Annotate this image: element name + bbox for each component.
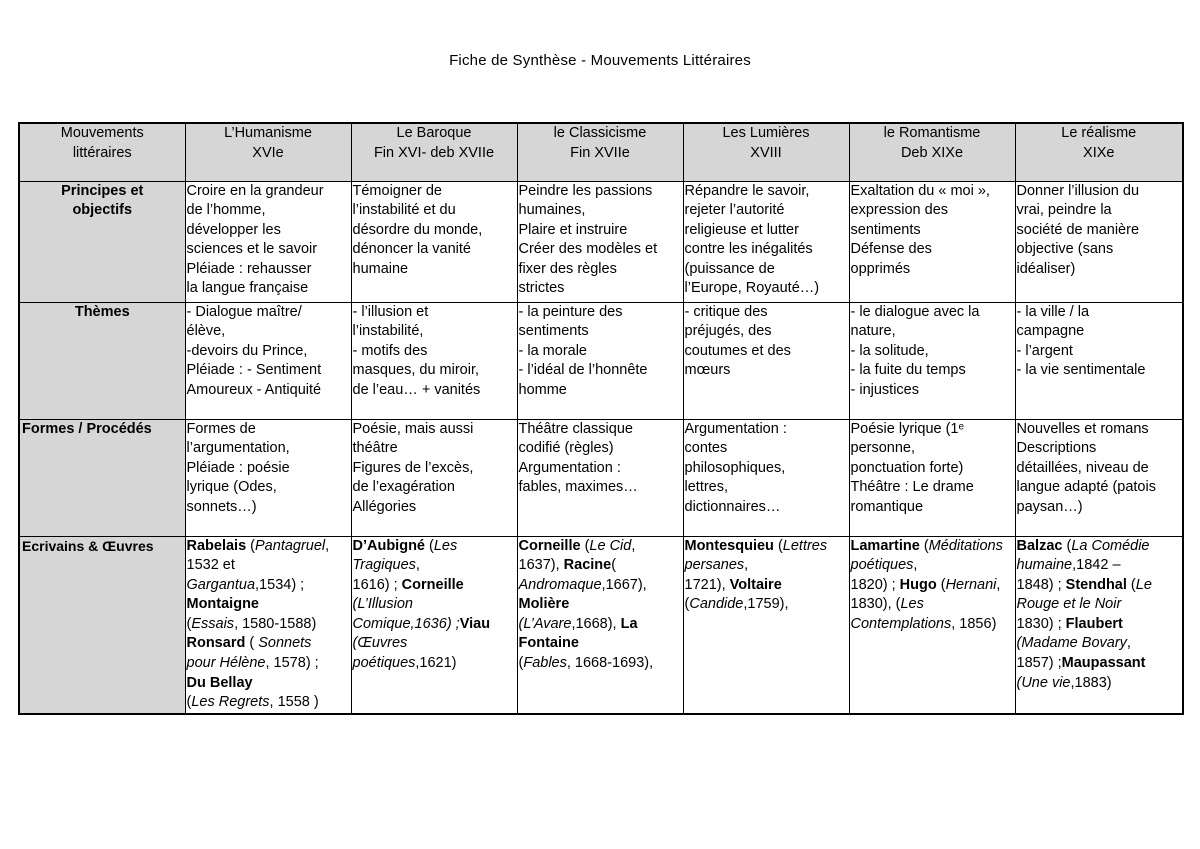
cell-line: préjugés, des xyxy=(684,323,772,340)
author-name: Maupassant xyxy=(1061,655,1146,672)
cell-line: Argumentation : xyxy=(518,459,621,476)
text-run: 1721), xyxy=(684,576,730,593)
cell-line xyxy=(685,537,848,557)
cell-formes-realisme xyxy=(1015,419,1183,536)
row-ecrivains xyxy=(19,536,1183,714)
text-run: 1616) ; xyxy=(352,576,402,593)
text-run: ,1759), xyxy=(743,596,789,613)
text-run: , xyxy=(1126,635,1131,652)
text-run: ( xyxy=(186,694,192,711)
work-title: Candide xyxy=(689,596,744,613)
cell-line: - le dialogue avec la xyxy=(850,303,980,320)
work-title: Gargantua xyxy=(186,576,256,593)
cell-line: dénoncer la vanité xyxy=(352,241,471,258)
cell-line: Amoureux - Antiquité xyxy=(186,381,322,398)
cell-line: lyrique (Odes, xyxy=(186,479,277,496)
cell-line xyxy=(353,595,516,615)
cell-line: de l’eau… + vanités xyxy=(352,381,481,398)
header-row xyxy=(19,123,1183,181)
author-name: Viau xyxy=(459,615,491,632)
row-formes xyxy=(19,419,1183,536)
text-run: , 1856) xyxy=(951,615,997,632)
work-title: Le Cid xyxy=(589,537,632,554)
cell-line: religieuse et lutter xyxy=(684,221,799,238)
author-name: Fontaine xyxy=(518,635,579,652)
column-header-lumieres xyxy=(683,123,849,181)
cell-line: objective (sans xyxy=(1016,241,1114,258)
cell-line xyxy=(1017,634,1182,654)
author-name: Racine xyxy=(563,557,612,574)
text-run: , xyxy=(913,557,918,574)
cell-ecrivains-classicisme xyxy=(517,536,683,714)
cell-line: Formes de xyxy=(186,420,256,437)
cell-line: désordre du monde, xyxy=(352,221,483,238)
header-line: Le réalisme xyxy=(1061,125,1137,141)
work-title: (L’Illusion xyxy=(352,596,413,613)
header-line: XVIe xyxy=(252,144,284,161)
text-run: , xyxy=(631,537,636,554)
cell-line: Répandre le savoir, xyxy=(684,182,810,199)
row-header-line: Thèmes xyxy=(74,303,130,320)
row-header-line: objectifs xyxy=(72,202,133,219)
cell-line xyxy=(519,537,682,557)
cell-line: Descriptions xyxy=(1016,440,1097,457)
cell-line: de l’exagération xyxy=(352,479,455,496)
author-name: Balzac xyxy=(1016,537,1063,554)
cell-line xyxy=(851,537,1014,557)
cell-formes-romantisme xyxy=(849,419,1015,536)
row-header-line: Ecrivains & Œuvres xyxy=(22,537,154,554)
cell-line: sonnets…) xyxy=(186,498,257,515)
cell-line: - la peinture des xyxy=(518,303,623,320)
cell-themes-classicisme xyxy=(517,302,683,419)
work-title: Essais xyxy=(191,615,235,632)
cell-line: Croire en la grandeur xyxy=(186,182,324,199)
cell-line xyxy=(685,595,848,615)
work-title: humaine xyxy=(1016,557,1073,574)
cell-line: sciences et le savoir xyxy=(186,241,318,258)
cell-formes-lumieres xyxy=(683,419,849,536)
work-title: Le xyxy=(1135,576,1152,593)
row-header-principes xyxy=(19,181,185,302)
cell-line: paysan…) xyxy=(1016,498,1083,515)
cell-line: fables, maximes… xyxy=(518,479,638,496)
cell-line: ponctuation forte) xyxy=(850,459,964,476)
cell-line: Plaire et instruire xyxy=(518,221,628,238)
header-line: Les Lumières xyxy=(722,125,810,141)
author-name: Flaubert xyxy=(1065,615,1123,632)
text-run: ( xyxy=(773,537,783,554)
work-title: Méditations xyxy=(928,537,1003,554)
page-title: Fiche de Synthèse - Mouvements Littéraires xyxy=(449,52,751,69)
cell-line: - l’illusion et xyxy=(352,303,429,320)
cell-line: Témoigner de xyxy=(352,182,442,199)
text-run: ( xyxy=(425,537,434,554)
text-run: , xyxy=(415,557,420,574)
text-run: 1848) ; xyxy=(1016,576,1066,593)
text-run: ,1842 – xyxy=(1072,557,1121,574)
author-name: Hugo xyxy=(899,576,937,593)
cell-line xyxy=(519,615,682,635)
cell-line xyxy=(519,556,682,576)
cell-ecrivains-lumieres xyxy=(683,536,849,714)
cell-line: Allégories xyxy=(352,498,417,515)
cell-line xyxy=(187,634,350,654)
work-title: Tragiques xyxy=(352,557,416,574)
cell-themes-romantisme xyxy=(849,302,1015,419)
cell-principes-lumieres xyxy=(683,181,849,302)
cell-line: humaine xyxy=(352,260,409,277)
header-line: Fin XVI- deb XVIIe xyxy=(373,144,495,161)
author-name: Corneille xyxy=(401,576,464,593)
cell-line xyxy=(685,576,848,596)
cell-line: coutumes et des xyxy=(684,342,791,359)
cell-line: Poésie, mais aussi xyxy=(352,420,474,437)
cell-line xyxy=(1017,537,1182,557)
cell-line: l’instabilité et du xyxy=(352,202,456,219)
cell-line: contes xyxy=(684,440,728,457)
cell-line xyxy=(519,654,682,674)
cell-line: - la fuite du temps xyxy=(850,362,966,379)
cell-line xyxy=(353,537,516,557)
text-run: , xyxy=(744,557,749,574)
cell-line: Figures de l’excès, xyxy=(352,459,474,476)
author-name: Montaigne xyxy=(186,596,259,613)
cell-line xyxy=(187,595,350,615)
cell-line: mœurs xyxy=(684,362,731,379)
work-title: poétiques xyxy=(352,655,416,672)
cell-line: - la vie sentimentale xyxy=(1016,362,1146,379)
cell-line: masques, du miroir, xyxy=(352,362,480,379)
work-title: Les xyxy=(433,537,458,554)
cell-line: humaines, xyxy=(518,202,586,219)
cell-line: contre les inégalités xyxy=(684,241,813,258)
text-run: ,1534) ; xyxy=(255,576,305,593)
cell-line: Exaltation du « moi », xyxy=(850,182,990,199)
cell-line: - Dialogue maître/ xyxy=(186,303,302,320)
cell-line xyxy=(353,556,516,576)
work-title: Comique,1636) ; xyxy=(352,615,460,632)
cell-line: Théâtre classique xyxy=(518,420,633,437)
cell-line: Créer des modèles et xyxy=(518,241,658,258)
cell-line: - l’argent xyxy=(1016,342,1073,359)
header-line: le Romantisme xyxy=(883,125,981,141)
header-line: Mouvements xyxy=(60,125,144,141)
cell-line: l’Europe, Royauté…) xyxy=(684,280,820,297)
cell-line: homme xyxy=(518,381,567,398)
cell-line xyxy=(519,595,682,615)
work-title: La Comédie xyxy=(1071,537,1150,554)
text-run: ( xyxy=(1126,576,1136,593)
text-run: ,1621) xyxy=(415,655,457,672)
text-run: 1857) ; xyxy=(1016,655,1062,672)
cell-line: Pléiade : rehausser xyxy=(186,260,312,277)
cell-line xyxy=(187,556,350,576)
cell-line: élève, xyxy=(186,323,226,340)
cell-line: dictionnaires… xyxy=(684,498,781,515)
cell-line: codifié (règles) xyxy=(518,440,614,457)
cell-line xyxy=(685,556,848,576)
row-header-formes xyxy=(19,419,185,536)
cell-line xyxy=(851,595,1014,615)
text-run: ( xyxy=(186,615,192,632)
cell-line: détaillées, niveau de xyxy=(1016,459,1149,476)
column-header-humanisme xyxy=(185,123,351,181)
row-header-themes xyxy=(19,302,185,419)
text-run: ( xyxy=(611,557,617,574)
work-title: Hernani xyxy=(945,576,997,593)
text-run: ,1883) xyxy=(1070,674,1112,691)
cell-line: Poésie lyrique (1ᵉ xyxy=(850,420,964,437)
cell-principes-realisme xyxy=(1015,181,1183,302)
work-title: (Madame Bovary xyxy=(1016,635,1127,652)
text-run: 1820) ; xyxy=(850,576,900,593)
header-line: Deb XIXe xyxy=(900,144,964,161)
cell-line: rejeter l’autorité xyxy=(684,202,785,219)
text-run: ( xyxy=(919,537,929,554)
cell-line: campagne xyxy=(1016,323,1085,340)
cell-line: Défense des xyxy=(850,241,932,258)
author-name: Voltaire xyxy=(729,576,782,593)
text-run: ( xyxy=(245,635,259,652)
text-run: , 1578) ; xyxy=(265,655,319,672)
cell-themes-realisme xyxy=(1015,302,1183,419)
cell-line: (puissance de xyxy=(684,260,775,277)
cell-line: la langue française xyxy=(186,280,309,297)
cell-line: Donner l’illusion du xyxy=(1016,182,1140,199)
cell-themes-humanisme xyxy=(185,302,351,419)
work-title: Les xyxy=(900,596,924,613)
header-line: littéraires xyxy=(72,144,132,161)
author-name: Du Bellay xyxy=(186,674,253,691)
cell-line xyxy=(519,576,682,596)
cell-formes-humanisme xyxy=(185,419,351,536)
cell-line: l’instabilité, xyxy=(352,323,424,340)
cell-ecrivains-romantisme xyxy=(849,536,1015,714)
header-line: XVIII xyxy=(750,144,782,161)
work-title: Andromaque xyxy=(518,576,602,593)
cell-line xyxy=(353,634,516,654)
cell-line: Peindre les passions xyxy=(518,182,653,199)
header-line: le Classicisme xyxy=(553,125,647,141)
text-run: , xyxy=(325,537,330,554)
cell-line: Pléiade : - Sentiment xyxy=(186,362,322,379)
row-themes xyxy=(19,302,1183,419)
cell-line: expression des xyxy=(850,202,949,219)
column-header-romantisme xyxy=(849,123,1015,181)
cell-line: théâtre xyxy=(352,440,398,457)
cell-line: - la solitude, xyxy=(850,342,929,359)
text-run: , 1668-1693), xyxy=(566,655,654,672)
cell-line: vrai, peindre la xyxy=(1016,202,1112,219)
cell-line xyxy=(353,654,516,674)
cell-line xyxy=(1017,674,1182,694)
cell-line: strictes xyxy=(518,280,565,297)
author-name: Montesquieu xyxy=(684,537,774,554)
text-run: 1532 et xyxy=(186,557,235,574)
header-line: L’Humanisme xyxy=(224,125,312,141)
cell-ecrivains-humanisme xyxy=(185,536,351,714)
cell-line: société de manière xyxy=(1016,221,1140,238)
cell-principes-baroque xyxy=(351,181,517,302)
text-run: , 1558 ) xyxy=(269,694,319,711)
cell-themes-lumieres xyxy=(683,302,849,419)
cell-line: idéaliser) xyxy=(1016,260,1076,277)
text-run: ( xyxy=(518,655,524,672)
cell-line xyxy=(1017,576,1182,596)
cell-line xyxy=(187,674,350,694)
row-principes xyxy=(19,181,1183,302)
author-name: La xyxy=(620,615,638,632)
cell-line xyxy=(187,693,350,713)
text-run: ( xyxy=(580,537,590,554)
cell-line xyxy=(187,576,350,596)
header-line: Fin XVIIe xyxy=(570,144,630,161)
cell-principes-humanisme xyxy=(185,181,351,302)
author-name: Molière xyxy=(518,596,570,613)
text-run: ,1668), xyxy=(571,615,621,632)
row-header-ecrivains xyxy=(19,536,185,714)
cell-formes-classicisme xyxy=(517,419,683,536)
text-run: 1637), xyxy=(518,557,564,574)
cell-ecrivains-baroque xyxy=(351,536,517,714)
cell-line: -devoirs du Prince, xyxy=(186,342,308,359)
cell-line xyxy=(187,615,350,635)
text-run: ( xyxy=(1062,537,1072,554)
work-title: (Une vie xyxy=(1016,674,1071,691)
cell-line: de l’homme, xyxy=(186,202,266,219)
column-header-baroque xyxy=(351,123,517,181)
text-run: ( xyxy=(684,596,690,613)
cell-line: l’argumentation, xyxy=(186,440,290,457)
cell-line: - critique des xyxy=(684,303,768,320)
work-title: Contemplations xyxy=(850,615,952,632)
work-title: (Œuvres xyxy=(352,635,408,652)
work-title: (L’Avare xyxy=(518,615,572,632)
header-line: Le Baroque xyxy=(396,125,472,141)
cell-line: opprimés xyxy=(850,260,911,277)
cell-line: Argumentation : xyxy=(684,420,787,437)
work-title: Les Regrets xyxy=(191,694,270,711)
cell-line xyxy=(353,615,516,635)
cell-line: fixer des règles xyxy=(518,260,617,277)
cell-line: philosophiques, xyxy=(684,459,786,476)
cell-line: - injustices xyxy=(850,381,919,398)
work-title: Rouge et le Noir xyxy=(1016,596,1122,613)
cell-line: nature, xyxy=(850,323,896,340)
cell-line xyxy=(1017,654,1182,674)
cell-principes-classicisme xyxy=(517,181,683,302)
cell-line: romantique xyxy=(850,498,924,515)
text-run: , 1580-1588) xyxy=(234,615,317,632)
author-name: Ronsard xyxy=(186,635,246,652)
work-title: pour Hélène xyxy=(186,655,266,672)
cell-line: Nouvelles et romans xyxy=(1016,420,1149,437)
cell-line xyxy=(851,556,1014,576)
work-title: persanes xyxy=(684,557,745,574)
cell-formes-baroque xyxy=(351,419,517,536)
cell-line: sentiments xyxy=(518,323,589,340)
author-name: Corneille xyxy=(518,537,581,554)
cell-line: - l’idéal de l’honnête xyxy=(518,362,648,379)
cell-ecrivains-realisme xyxy=(1015,536,1183,714)
synthesis-table xyxy=(18,122,1184,715)
cell-line xyxy=(1017,615,1182,635)
cell-line: Théâtre : Le drame xyxy=(850,479,974,496)
work-title: Fables xyxy=(523,655,567,672)
column-header-realisme xyxy=(1015,123,1183,181)
text-run: ( xyxy=(936,576,946,593)
work-title: Pantagruel xyxy=(255,537,326,554)
work-title: Sonnets xyxy=(258,635,312,652)
author-name: Lamartine xyxy=(850,537,920,554)
header-line: XIXe xyxy=(1083,144,1115,161)
corner-header-cell xyxy=(19,123,185,181)
cell-line: - motifs des xyxy=(352,342,428,359)
cell-line xyxy=(1017,595,1182,615)
cell-principes-romantisme xyxy=(849,181,1015,302)
cell-line: Pléiade : poésie xyxy=(186,459,290,476)
cell-line: personne, xyxy=(850,440,915,457)
cell-line xyxy=(851,615,1014,635)
work-title: poétiques xyxy=(850,557,914,574)
row-header-line: Principes et xyxy=(61,182,144,199)
cell-line: langue adapté (patois xyxy=(1016,479,1156,496)
cell-line: sentiments xyxy=(850,221,921,238)
cell-line: développer les xyxy=(186,221,281,238)
cell-line xyxy=(353,576,516,596)
cell-line: - la ville / la xyxy=(1016,303,1090,320)
cell-line xyxy=(187,654,350,674)
cell-themes-baroque xyxy=(351,302,517,419)
row-header-line: Formes / Procédés xyxy=(22,420,152,437)
text-run: 1830), ( xyxy=(850,596,901,613)
cell-line xyxy=(187,537,350,557)
author-name: Rabelais xyxy=(186,537,247,554)
author-name: Stendhal xyxy=(1065,576,1127,593)
column-header-classicisme xyxy=(517,123,683,181)
text-run: , xyxy=(996,576,1001,593)
cell-line xyxy=(851,576,1014,596)
cell-line: lettres, xyxy=(684,479,729,496)
text-run: ,1667), xyxy=(601,576,647,593)
cell-line xyxy=(1017,556,1182,576)
cell-line: - la morale xyxy=(518,342,587,359)
cell-line xyxy=(519,634,682,654)
author-name: D’Aubigné xyxy=(352,537,425,554)
work-title: Lettres xyxy=(782,537,828,554)
text-run: ( xyxy=(246,537,256,554)
text-run: 1830) ; xyxy=(1016,615,1066,632)
